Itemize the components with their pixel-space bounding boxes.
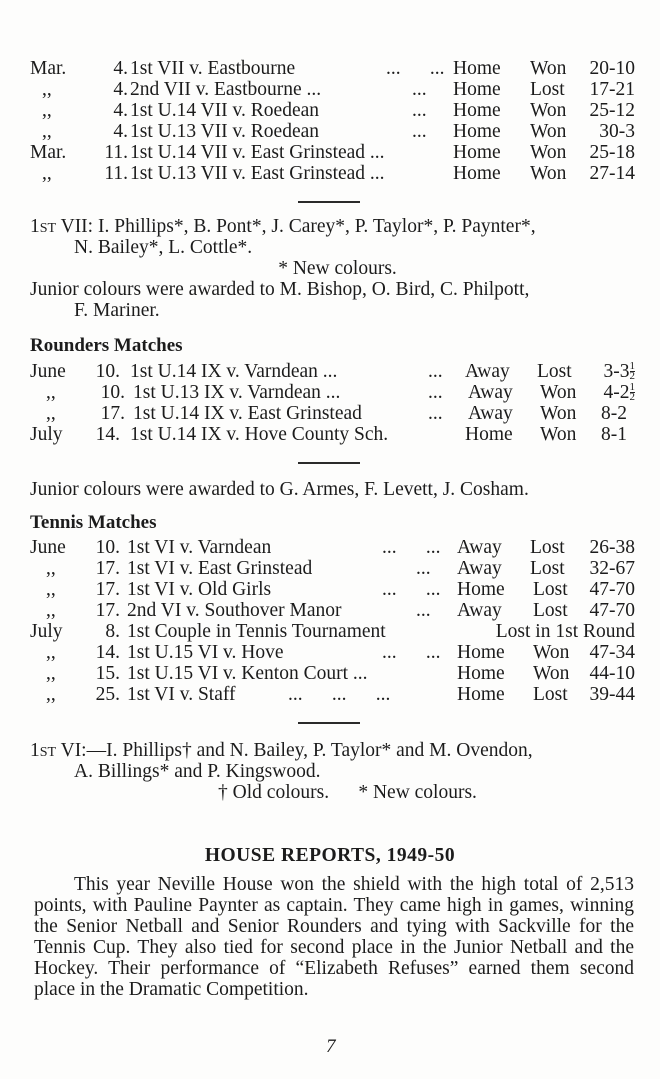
match: 1st VII v. Eastbourne bbox=[130, 58, 296, 79]
match: 1st U.14 IX v. East Grinstead bbox=[133, 403, 362, 424]
footnote-colours: † Old colours. * New colours. bbox=[218, 782, 477, 803]
result: Won bbox=[530, 100, 567, 121]
result-row bbox=[30, 600, 635, 621]
result-row bbox=[30, 100, 635, 121]
footnote-new-colours: * New colours. bbox=[278, 258, 397, 279]
score: 26-38 bbox=[589, 537, 635, 558]
team-names-line2: N. Bailey*, L. Cottle*. bbox=[74, 237, 253, 258]
result: Won bbox=[530, 121, 567, 142]
month: Mar. bbox=[30, 58, 67, 79]
dots: ... bbox=[412, 79, 427, 100]
venue: Home bbox=[453, 79, 501, 100]
month: Mar. bbox=[30, 142, 67, 163]
result-row bbox=[30, 361, 635, 382]
venue: Away bbox=[457, 537, 502, 558]
score: 20-10 bbox=[589, 58, 635, 79]
day: 10. bbox=[100, 382, 125, 403]
section-divider bbox=[298, 462, 360, 464]
result: Lost bbox=[530, 537, 565, 558]
rounders-junior-colours: Junior colours were awarded to G. Armes, F. Levett, J. Cosham. bbox=[30, 479, 529, 500]
dots: ... ... bbox=[386, 58, 445, 79]
month: ,, bbox=[46, 558, 56, 579]
match: 1st U.15 VI v. Kenton Court ... bbox=[127, 663, 368, 684]
match: 1st U.14 IX v. Varndean ... bbox=[130, 361, 338, 382]
rounders-heading: Rounders Matches bbox=[30, 335, 183, 356]
result: Lost in 1st Round bbox=[495, 621, 635, 642]
result-row bbox=[30, 663, 635, 684]
result-row bbox=[30, 382, 635, 403]
result-row bbox=[30, 537, 635, 558]
day: 8. bbox=[105, 621, 120, 642]
venue: Home bbox=[457, 684, 505, 705]
tennis-heading: Tennis Matches bbox=[30, 512, 157, 533]
dots: ... ... bbox=[382, 642, 441, 663]
month: June bbox=[30, 361, 66, 382]
month: ,, bbox=[42, 163, 52, 184]
match: 1st U.15 VI v. Hove bbox=[127, 642, 284, 663]
match: 1st U.13 VII v. East Grinstead ... bbox=[130, 163, 385, 184]
day: 14. bbox=[95, 424, 120, 445]
score: 8-2 bbox=[601, 403, 627, 424]
month: ,, bbox=[46, 600, 56, 621]
score: 3-3 1 2 bbox=[603, 360, 635, 382]
month: July bbox=[30, 621, 63, 642]
dots: ... bbox=[428, 403, 443, 424]
score: 30-3 bbox=[599, 121, 635, 142]
result: Lost bbox=[537, 361, 572, 382]
day: 4. bbox=[113, 58, 128, 79]
result: Won bbox=[530, 58, 567, 79]
match: 1st VI v. Old Girls bbox=[127, 579, 272, 600]
venue: Home bbox=[457, 642, 505, 663]
match: 1st VI v. Varndean bbox=[127, 537, 272, 558]
tennis-team-list bbox=[30, 740, 635, 803]
day: 17. bbox=[100, 403, 125, 424]
day: 15. bbox=[95, 663, 120, 684]
dots: ... bbox=[416, 558, 431, 579]
score: 17-21 bbox=[589, 79, 635, 100]
score: 27-14 bbox=[589, 163, 635, 184]
result: Lost bbox=[533, 579, 568, 600]
result: Won bbox=[540, 382, 577, 403]
result-row bbox=[30, 642, 635, 663]
score: 47-34 bbox=[589, 642, 635, 663]
half-fraction: 1 2 bbox=[629, 381, 635, 403]
result: Won bbox=[540, 424, 577, 445]
month: ,, bbox=[46, 684, 56, 705]
score: 44-10 bbox=[589, 663, 635, 684]
page-number: 7 bbox=[326, 1036, 336, 1057]
score: 8-1 bbox=[601, 424, 627, 445]
dots: ... bbox=[428, 382, 443, 403]
team-names-line2: A. Billings* and P. Kingswood. bbox=[74, 761, 321, 782]
month: ,, bbox=[42, 100, 52, 121]
day: 17. bbox=[95, 558, 120, 579]
dots: ... bbox=[416, 600, 431, 621]
match: 1st VI v. East Grinstead bbox=[127, 558, 313, 579]
section-divider bbox=[298, 201, 360, 203]
month: ,, bbox=[46, 579, 56, 600]
result: Won bbox=[530, 142, 567, 163]
day: 17. bbox=[95, 600, 120, 621]
result: Won bbox=[540, 403, 577, 424]
house-reports-paragraph: This year Neville House won the shield with the high total of 2,513 points, with Pauline Paynter as captain. They came high in games, winning the Senior Netball and Senior Rounders and tying with Sackville for the Tennis Cup. They also tied for second place in the Junior Netball and the Hockey. Their performance of “Elizabeth Refuses” earned them second place in the Dramatic Competition. bbox=[34, 874, 634, 1000]
score: 47-70 bbox=[589, 579, 635, 600]
result-row bbox=[30, 121, 635, 142]
venue: Home bbox=[457, 579, 505, 600]
score: 25-18 bbox=[589, 142, 635, 163]
day: 4. bbox=[113, 100, 128, 121]
result: Won bbox=[533, 663, 570, 684]
match: 1st U.14 VII v. Roedean bbox=[130, 100, 320, 121]
score: 39-44 bbox=[589, 684, 635, 705]
day: 4. bbox=[113, 79, 128, 100]
venue: Away bbox=[468, 382, 513, 403]
result: Lost bbox=[530, 79, 565, 100]
result-row bbox=[30, 424, 635, 445]
day: 17. bbox=[95, 579, 120, 600]
venue: Away bbox=[468, 403, 513, 424]
month: ,, bbox=[42, 79, 52, 100]
month: July bbox=[30, 424, 63, 445]
venue: Home bbox=[453, 121, 501, 142]
venue: Home bbox=[453, 163, 501, 184]
venue: Home bbox=[465, 424, 513, 445]
match: 1st U.14 VII v. East Grinstead ... bbox=[130, 142, 385, 163]
day: 11. bbox=[104, 142, 128, 163]
dots: ... ... bbox=[382, 537, 441, 558]
venue: Away bbox=[465, 361, 510, 382]
dots: ... bbox=[412, 100, 427, 121]
result-row bbox=[30, 79, 635, 100]
house-reports-title: HOUSE REPORTS, 1949-50 bbox=[204, 845, 456, 866]
month: ,, bbox=[42, 121, 52, 142]
dots: ... bbox=[412, 121, 427, 142]
result-row bbox=[30, 558, 635, 579]
netball-team-list bbox=[30, 216, 635, 321]
venue: Away bbox=[457, 600, 502, 621]
match: 2nd VII v. Eastbourne ... bbox=[130, 79, 322, 100]
month: ,, bbox=[46, 663, 56, 684]
score: 4-2 1 2 bbox=[603, 381, 635, 403]
result-row bbox=[30, 58, 635, 79]
team-label: 1st VI: bbox=[30, 740, 87, 761]
day: 4. bbox=[113, 121, 128, 142]
team-label: 1st VII: bbox=[30, 216, 94, 237]
match: 1st U.13 VII v. Roedean bbox=[130, 121, 320, 142]
month: ,, bbox=[46, 403, 56, 424]
result-row bbox=[30, 621, 635, 642]
result: Won bbox=[530, 163, 567, 184]
match: 1st Couple in Tennis Tournament bbox=[127, 621, 386, 642]
venue: Home bbox=[453, 58, 501, 79]
match: 1st U.14 IX v. Hove County Sch. bbox=[130, 424, 389, 445]
month: ,, bbox=[46, 642, 56, 663]
result-row bbox=[30, 403, 635, 424]
score: 32-67 bbox=[589, 558, 635, 579]
score: 47-70 bbox=[589, 600, 635, 621]
result-row bbox=[30, 684, 635, 705]
result-row bbox=[30, 579, 635, 600]
day: 14. bbox=[95, 642, 120, 663]
match: 1st U.13 IX v. Varndean ... bbox=[133, 382, 341, 403]
result: Lost bbox=[533, 684, 568, 705]
team-names-line1: —I. Phillips† and N. Bailey, P. Taylor* and M. Ovendon, bbox=[86, 740, 533, 761]
month: June bbox=[30, 537, 66, 558]
venue: Away bbox=[457, 558, 502, 579]
result: Won bbox=[533, 642, 570, 663]
day: 10. bbox=[95, 361, 120, 382]
result-row bbox=[30, 142, 635, 163]
venue: Home bbox=[453, 100, 501, 121]
junior-colours-line1: Junior colours were awarded to M. Bishop, O. Bird, C. Philpott, bbox=[30, 279, 530, 300]
venue: Home bbox=[453, 142, 501, 163]
dots: ... ... ... bbox=[288, 684, 391, 705]
team-names-line1: I. Phillips*, B. Pont*, J. Carey*, P. Taylor*, P. Paynter*, bbox=[97, 216, 536, 237]
match: 2nd VI v. Southover Manor bbox=[127, 600, 342, 621]
day: 25. bbox=[95, 684, 120, 705]
match: 1st VI v. Staff bbox=[127, 684, 236, 705]
dots: ... bbox=[428, 361, 443, 382]
result-row bbox=[30, 163, 635, 184]
result: Lost bbox=[530, 558, 565, 579]
score: 25-12 bbox=[589, 100, 635, 121]
section-divider bbox=[298, 722, 360, 724]
dots: ... ... bbox=[382, 579, 441, 600]
day: 11. bbox=[104, 163, 128, 184]
day: 10. bbox=[95, 537, 120, 558]
half-fraction: 1 2 bbox=[629, 360, 635, 382]
venue: Home bbox=[457, 663, 505, 684]
month: ,, bbox=[46, 382, 56, 403]
result: Lost bbox=[533, 600, 568, 621]
junior-colours-line2: F. Mariner. bbox=[74, 300, 160, 321]
